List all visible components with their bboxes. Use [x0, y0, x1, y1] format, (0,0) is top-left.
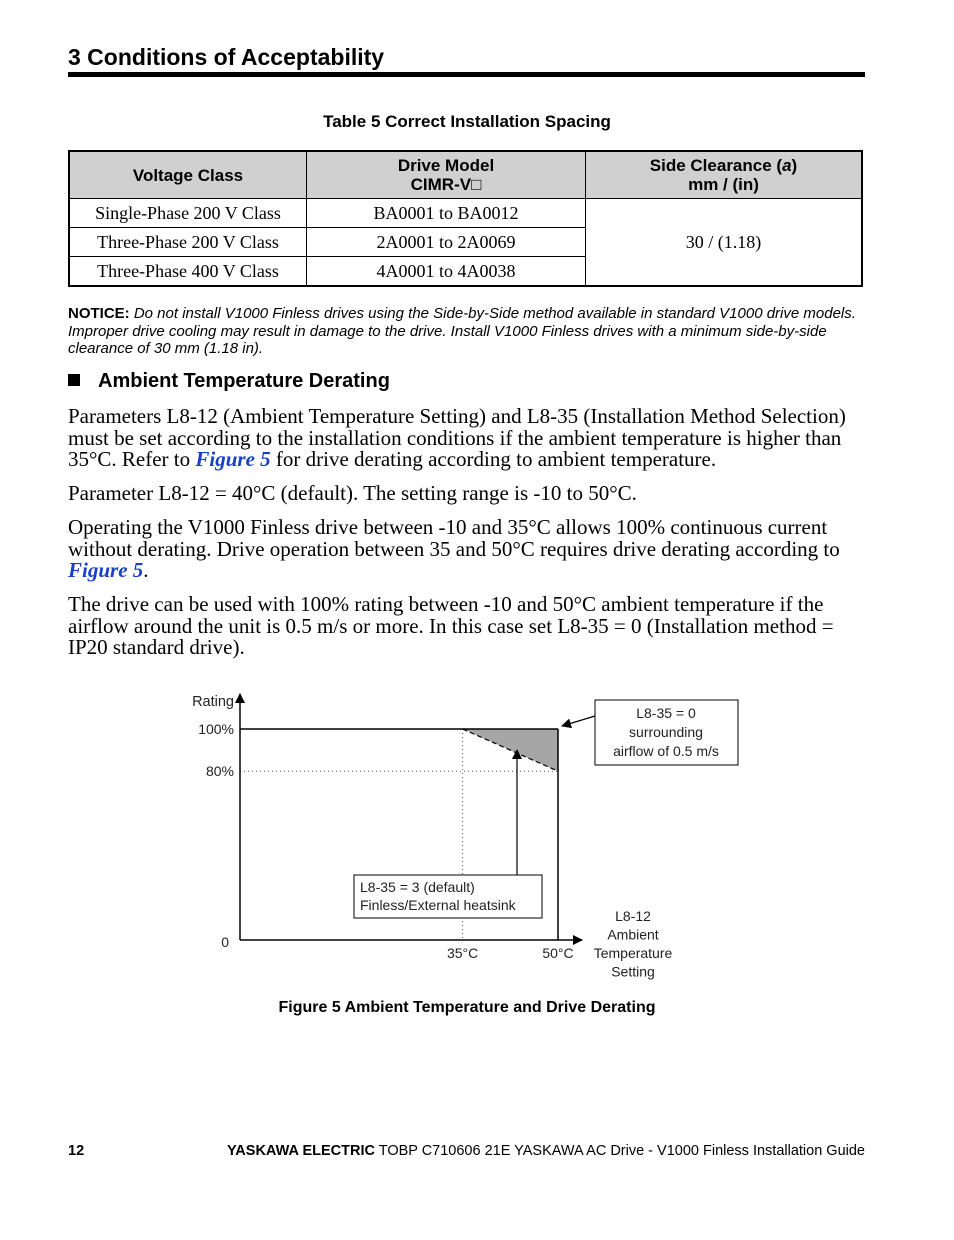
x-axis-label-line: Setting	[611, 963, 655, 980]
header-side-clearance-line2: mm / (in)	[688, 175, 759, 194]
section-title: 3 Conditions of Acceptability	[68, 44, 385, 70]
cell-drive-model: BA0001 to BA0012	[307, 199, 586, 228]
notice	[68, 305, 868, 358]
section-rule	[68, 72, 865, 77]
table-caption: Table 5 Correct Installation Spacing	[323, 112, 611, 131]
y-tick-label: 80%	[205, 763, 234, 780]
paragraph-1-text: Parameters L8-12 (Ambient Temperature Setting) and L8-35 (Installation Method Selection) must be set according to the installation conditions if the ambient temperature is higher than 35°C. Refer to	[68, 404, 846, 471]
table-header-row	[69, 151, 862, 199]
paragraph-4: The drive can be used with 100% rating between -10 and 50°C ambient temperature if the airflow around the unit is 0.5 m/s or more. In this case set L8-35 = 0 (Installation method = IP20 standard drive).	[68, 592, 834, 659]
header-voltage-class: Voltage Class	[69, 151, 307, 199]
x-axis-label-line: Ambient	[607, 926, 659, 943]
annotation-airflow-text: L8-35 = 0	[636, 705, 696, 721]
cell-side-clearance: 30 / (1.18)	[586, 199, 863, 287]
paragraph-3-text-end: .	[143, 558, 149, 582]
cell-voltage-class: Single-Phase 200 V Class	[69, 199, 307, 228]
installation-spacing-table	[68, 150, 863, 287]
cell-voltage-class: Three-Phase 400 V Class	[69, 257, 307, 287]
header-side-clearance	[586, 151, 863, 199]
y-tick-label: 0	[221, 934, 229, 950]
figure-5-link[interactable]: Figure 5	[195, 447, 271, 471]
x-axis-label-line: Temperature	[593, 945, 673, 961]
footer-doc-info	[227, 1143, 865, 1159]
header-side-clearance-close: )	[791, 156, 798, 175]
paragraph-3-text: Operating the V1000 Finless drive between -10 and 35°C allows 100% continuous current without derating. Drive operation between 35 and 50°C requires drive derating according to	[68, 515, 840, 561]
annotation-default-text: Finless/External heatsink	[360, 897, 516, 913]
figure-caption: Figure 5 Ambient Temperature and Drive Derating	[278, 999, 656, 1016]
annotation-airflow-text: surrounding	[629, 724, 703, 740]
derating-chart-svg	[0, 680, 954, 1000]
x-axis-label-line: L8-12	[615, 908, 651, 924]
y-axis-label: Rating	[192, 694, 234, 710]
annotation-default-text: L8-35 = 3 (default)	[360, 879, 475, 895]
footer-brand: YASKAWA ELECTRIC	[226, 1143, 375, 1159]
annotation-airflow-text: airflow of 0.5 m/s	[613, 743, 719, 759]
notice-label: NOTICE:	[68, 305, 130, 322]
header-drive-model	[307, 151, 586, 199]
x-tick-label: 35°C	[446, 945, 479, 961]
header-side-clearance-line1: Side Clearance (	[649, 156, 783, 175]
cell-drive-model: 2A0001 to 2A0069	[307, 228, 586, 257]
y-tick-label: 100%	[198, 721, 234, 737]
paragraph-1-text-end: for drive derating according to ambient temperature.	[270, 447, 717, 471]
subsection-heading	[68, 370, 390, 393]
header-drive-model-line1: Drive Model	[397, 156, 495, 175]
subsection-title: Ambient Temperature Derating	[98, 370, 390, 392]
page-number: 12	[68, 1143, 85, 1159]
square-bullet-icon	[68, 374, 80, 386]
notice-text: Do not install V1000 Finless drives using the Side-by-Side method available in standard V1000 drive models. Improper drive cooling may result in damage to the drive. Install V1000 Finless drives with a minimum side-by-side clearance of 30 mm (1.18 in).	[68, 305, 856, 357]
figure-5-link[interactable]: Figure 5	[68, 558, 144, 582]
paragraph-3	[68, 517, 868, 582]
cell-drive-model: 4A0001 to 4A0038	[307, 257, 586, 287]
header-drive-model-line2: CIMR-V□	[410, 175, 482, 194]
paragraph-2: Parameter L8-12 = 40°C (default). The setting range is -10 to 50°C.	[68, 481, 637, 505]
header-side-clearance-italic: a	[782, 156, 792, 175]
x-tick-label: 50°C	[542, 945, 574, 961]
cell-voltage-class: Three-Phase 200 V Class	[69, 228, 307, 257]
paragraph-1	[68, 406, 868, 471]
table-row	[69, 199, 862, 228]
annotation-airflow-arrow	[562, 716, 595, 726]
footer-doc-text: TOBP C710606 21E YASKAWA AC Drive - V1000 Finless Installation Guide	[374, 1143, 865, 1159]
derating-chart	[0, 680, 954, 1000]
